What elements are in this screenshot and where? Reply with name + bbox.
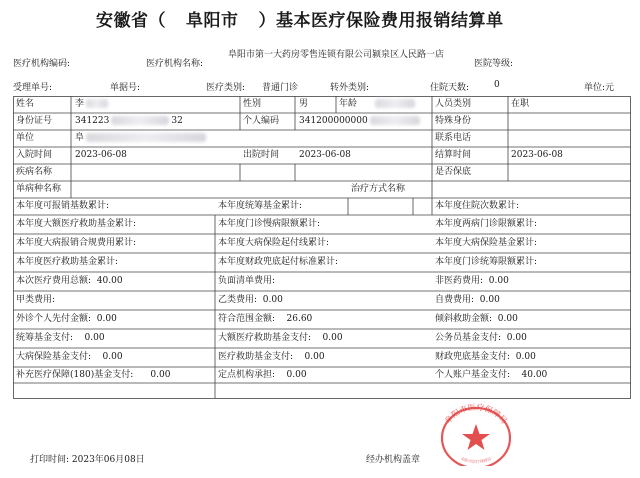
compliant-amount: 符合范围金额: 26.60 (218, 314, 313, 324)
negative-list-label: 负面清单费用: (218, 276, 276, 286)
redacted-personal-code (370, 116, 420, 125)
settlement-table (13, 96, 631, 399)
person-type-label: 人员类别 (435, 99, 472, 109)
tilt-aid-amount: 倾斜救助金额: 0.00 (435, 314, 518, 324)
fiscal-payment: 财政兜底基金支付: 0.00 (435, 352, 536, 362)
id-number-value: 341223 32 (75, 116, 183, 126)
settle-time-value: 2023-06-08 (511, 150, 563, 160)
org-code-label: 医疗机构编码: (13, 59, 71, 69)
annual-critical-compliant-label: 本年度大病报销合规费用累计: (16, 238, 137, 248)
single-disease-label: 单病种名称 (16, 184, 62, 194)
annual-critical-deductible-label: 本年度大病保险起付线累计: (218, 238, 330, 248)
class-a-label: 甲类费用: (16, 295, 56, 305)
inpatient-days-label: 住院天数: (430, 83, 470, 93)
annual-outpatient-pool-label: 本年度门诊统筹限额累计: (435, 257, 538, 267)
seal-star-icon (462, 424, 490, 450)
outpatient-prepay: 外诊个人先付金额: 0.00 (16, 314, 117, 324)
employer-value: 阜 (75, 131, 206, 146)
discharge-time-label: 出院时间 (243, 150, 280, 160)
inpatient-days-value: 0 (494, 80, 500, 90)
annual-stays-label: 本年度住院次数累计: (435, 201, 520, 211)
gender-value: 男 (299, 99, 309, 109)
age-value (375, 97, 415, 112)
id-number-label: 身份证号 (16, 116, 53, 126)
disease-label: 疾病名称 (16, 167, 53, 177)
annual-two-disease-label: 本年度两病门诊限额累计: (435, 219, 538, 229)
annual-base-label: 本年度可报销基数累计: (16, 201, 110, 211)
annual-fiscal-label: 本年度财政兜底起付标准累计: (218, 257, 339, 267)
personal-code-label: 个人编码 (243, 116, 280, 126)
svg-text:阜阳市医疗保障局 (442, 402, 508, 426)
large-aid-payment: 大额医疗救助基金支付: 0.00 (218, 333, 343, 343)
settle-time-label: 结算时间 (435, 150, 472, 160)
employer-label: 单位 (16, 133, 35, 143)
designated-org-payment: 定点机构承担: 0.00 (218, 370, 307, 380)
annual-critical-fund-label: 本年度大病保险基金累计: (435, 238, 538, 248)
annual-chronic-label: 本年度门诊慢病限额累计: (218, 219, 321, 229)
name-value: 李 (75, 97, 108, 112)
treatment-label: 治疗方式名称 (351, 184, 406, 194)
discharge-time-value: 2023-06-08 (299, 150, 351, 160)
stamp-label: 经办机构盖章 (366, 455, 421, 465)
admission-no-label: 受理单号: (13, 83, 53, 93)
admit-time-value: 2023-06-08 (75, 150, 127, 160)
org-name: 阜阳市第一大药房零售连锁有限公司颍泉区人民路一店 (228, 50, 445, 60)
pool-fund-payment: 统筹基金支付: 0.00 (16, 333, 105, 343)
annual-large-aid-label: 本年度大额医疗救助基金累计: (16, 219, 137, 229)
supplementary-payment: 补充医疗保障(180)基金支付: 0.00 (16, 370, 171, 380)
name-label: 姓名 (16, 99, 35, 109)
redacted-age (375, 99, 415, 108)
admit-time-label: 入院时间 (16, 150, 53, 160)
seal-bottom-text: 阜阳市医疗保障局 (460, 455, 492, 465)
class-b-cost: 乙类费用: 0.00 (218, 295, 283, 305)
special-identity-label: 特殊身份 (435, 116, 472, 126)
unit-label: 单位:元 (584, 83, 615, 93)
official-seal (432, 400, 520, 466)
self-pay-cost: 自费费用: 0.00 (435, 295, 500, 305)
redacted-id (111, 116, 169, 125)
guarantee-label: 是否保底 (435, 167, 472, 177)
non-drug-cost: 非医药费用: 0.00 (435, 276, 509, 286)
transfer-type-label: 转外类别: (330, 83, 370, 93)
personal-code-value: 341200000000 (299, 114, 420, 129)
civil-servant-payment: 公务员基金支付: 0.00 (435, 333, 527, 343)
person-type-value: 在职 (511, 99, 530, 109)
age-label: 年龄 (339, 99, 358, 109)
personal-account-payment: 个人账户基金支付: 40.00 (435, 370, 548, 380)
print-time: 打印时间: 2023年06月08日 (30, 455, 145, 465)
receipt-no-label: 单据号: (110, 83, 141, 93)
redacted-employer (86, 133, 206, 142)
svg-text:阜阳市医疗保障局 (460, 455, 492, 464)
annual-pool-label: 本年度统筹基金累计: (218, 201, 303, 211)
seal-top-text: 阜阳市医疗保障局 (443, 402, 509, 426)
org-name-label: 医疗机构名称: (146, 59, 204, 69)
hospital-level-label: 医院等级: (474, 59, 514, 69)
critical-fund-payment: 大病保险基金支付: 0.00 (16, 352, 123, 362)
total-cost: 本次医疗费用总额: 40.00 (16, 276, 123, 286)
medical-aid-payment: 医疗救助基金支付: 0.00 (218, 352, 325, 362)
redacted-name (86, 99, 108, 108)
category-label: 医疗类别: (206, 83, 246, 93)
gender-label: 性别 (243, 99, 262, 109)
annual-medaid-label: 本年度医疗救助基金累计: (16, 257, 119, 267)
document-title: 安徽省（ 阜阳市 ）基本医疗保险费用报销结算单 (96, 11, 504, 31)
phone-label: 联系电话 (435, 133, 472, 143)
category-value: 普通门诊 (262, 83, 299, 93)
